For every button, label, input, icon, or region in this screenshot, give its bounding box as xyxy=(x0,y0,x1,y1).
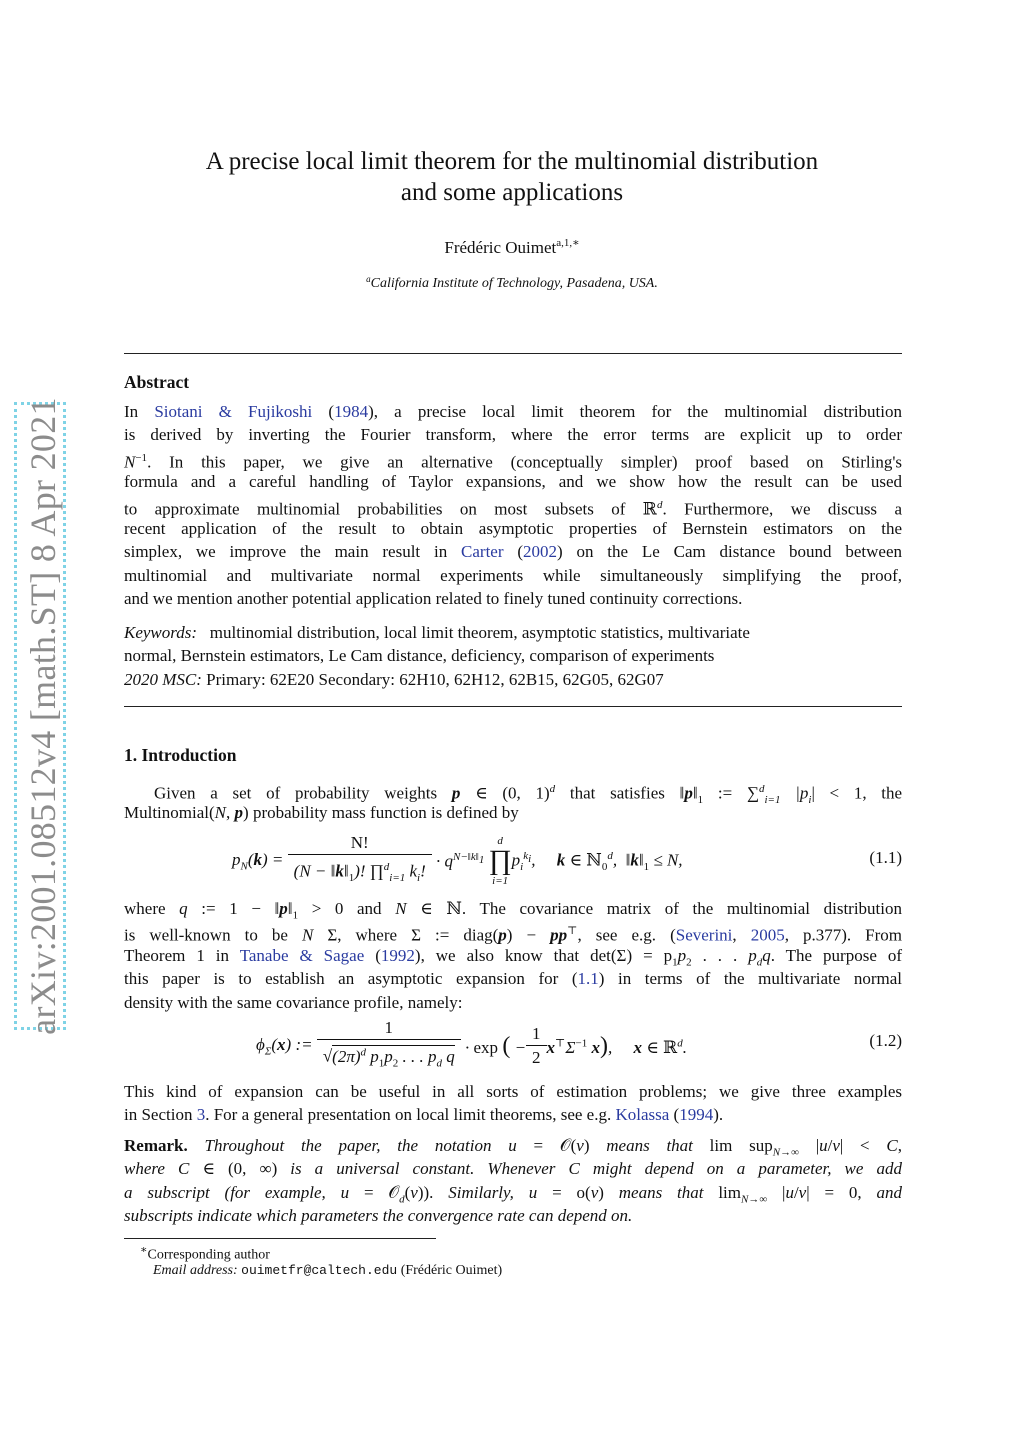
author xyxy=(100,236,924,258)
abstract-line-2: is derived by inverting the Fourier transform, where the error terms are explicit up to order xyxy=(124,425,902,445)
remark-line-3: a subscript (for example, u = 𝒪$_d$(v)). Similarly, u = o(v) means that $\lim_{N\to\infty} |u/v| = 0$, and xyxy=(124,1182,902,1206)
abstract-heading: Abstract xyxy=(124,372,190,392)
remark-line-4: subscripts indicate which parameters the convergence rate can depend on. xyxy=(124,1206,633,1226)
keywords-label: Keywords: xyxy=(124,623,198,642)
abstract-bottom-rule xyxy=(124,706,902,707)
paper-title xyxy=(100,146,924,208)
keywords-line-1: Keywords: multinomial distribution, local limit theorem, asymptotic statistics, multivariate xyxy=(124,623,750,642)
author-marks: a,1,∗ xyxy=(556,237,580,249)
introduction xyxy=(124,745,902,825)
keywords xyxy=(124,621,902,691)
intro-paragraph-3 xyxy=(124,1080,902,1127)
remark-label: Remark. xyxy=(124,1136,188,1155)
affiliation-text: California Institute of Technology, Pasadena, USA. xyxy=(370,276,658,291)
equation-number-1-2: (1.2) xyxy=(869,1031,902,1050)
msc-label: 2020 MSC: xyxy=(124,669,202,689)
intro-line-1: Given a set of probability weights p ∈ (0, 1)$^d$ that satisfies $‖p‖_1$ := ∑$^d_{i=1}$ $|p_i| < 1$, the xyxy=(154,783,903,807)
cite-carter-year[interactable]: 2002 xyxy=(523,542,557,562)
equation-1-1: $p_N(k)$ = $\frac{N!}{(N - ‖k‖_1)! \prod^d_{i=1} k_i!}$ · $q^{N-‖k‖_1}$ d ∏ $i=1p_i^{k_i}$, k ∈ ℕ$_0^d$, $‖k‖_1 \le N$, (1.1) xyxy=(232,833,902,888)
abstract-line-1: In Siotani & Fujikoshi (1984), a precise local limit theorem for the multinomial distribution xyxy=(124,402,902,421)
keywords-line-2: normal, Bernstein estimators, Le Cam distance, deficiency, comparison of experiments xyxy=(124,646,715,666)
affiliation xyxy=(100,274,924,292)
intro-p3-line-1: This kind of expansion can be useful in all sorts of estimation problems; we give three examples xyxy=(124,1082,902,1101)
cite-kolassa-year[interactable]: 1994 xyxy=(679,1105,714,1125)
cite-tanabe-year[interactable]: 1992 xyxy=(380,945,415,965)
abstract-line-3: $N^{-1}$. In this paper, we give an alternative (conceptually simpler) proof based on Stirling's xyxy=(124,451,902,472)
equation-ref-1-1[interactable]: 1.1 xyxy=(577,969,599,989)
footnote-email: Email address: ouimetfr@caltech.edu (Frédéric Ouimet) xyxy=(153,1263,503,1278)
intro-p2-line-2: is well-known to be N Σ, where Σ := diag(p) − pp⊤, see e.g. (Severini, 2005, p.377). From xyxy=(124,925,903,946)
section-ref-3[interactable]: 3 xyxy=(196,1105,206,1125)
cite-tanabe[interactable]: Tanabe & Sagae xyxy=(239,945,365,965)
cite-kolassa[interactable]: Kolassa xyxy=(615,1105,670,1125)
abstract xyxy=(124,372,902,611)
footnote-corresponding: ∗Corresponding author xyxy=(140,1244,270,1263)
cite-siotani[interactable]: Siotani & Fujikoshi xyxy=(154,402,313,421)
remark xyxy=(124,1134,902,1228)
abstract-line-5: to approximate multinomial probabilities on most subsets of ℝ$^d$. Furthermore, we discuss a xyxy=(124,498,902,519)
title-line-1: A precise local limit theorem for the multinomial distribution xyxy=(205,148,819,175)
email-link[interactable]: ouimetfr@caltech.edu xyxy=(241,1263,398,1278)
cite-siotani-year[interactable]: 1984 xyxy=(334,402,369,421)
abstract-top-rule xyxy=(124,353,902,354)
intro-p2-line-4: this paper is to establish an asymptotic expansion for (1.1) in terms of the multivariate normal xyxy=(124,969,902,989)
intro-paragraph-2 xyxy=(124,897,902,1014)
arxiv-stamp-text: arXiv:2001.08512v4 [math.ST] 8 Apr 2021 xyxy=(23,397,63,1035)
intro-p3-line-2: in Section 3. For a general presentation on local limit theorems, see e.g. Kolassa (1994). xyxy=(124,1105,724,1125)
remark-line-1: Remark. Throughout the paper, the notation u = 𝒪(v) means that lim sup$_{N\to\infty}$ |u/v| < C, xyxy=(124,1136,902,1159)
equation-1-2: $\phi_\Sigma(x)$ := $\frac{1}{√(2\pi)^d p_1p_2 . . . p_d q}$ · exp ( − $\frac{1}{2}$ $x^⊤\Sigma^{-1}$ x), x ∈ ℝ$^d$. (1.2) xyxy=(256,1018,902,1070)
affiliation-mark: a xyxy=(366,274,371,284)
intro-p2-line-5: density with the same covariance profile, namely: xyxy=(124,992,463,1012)
msc-line: 2020 MSC: Primary: 62E20 Secondary: 62H10, 62H12, 62B15, 62G05, 62G07 xyxy=(124,669,664,689)
intro-p2-line-1: where q := $1 - ‖p‖_1 > 0$ and N ∈ ℕ. The covariance matrix of the multinomial distribution xyxy=(124,899,902,922)
abstract-line-4: formula and a careful handling of Taylor expansions, and we show how the result can be used xyxy=(124,472,902,492)
cite-severini-year[interactable]: 2005 xyxy=(750,926,785,946)
intro-line-2: Multinomial(N, p) probability mass function is defined by xyxy=(124,803,519,823)
abstract-line-7: simplex, we improve the main result in Carter (2002) on the Le Cam distance bound between xyxy=(124,542,903,562)
abstract-line-6: recent application of the result to obtain asymptotic properties of Bernstein estimators on the xyxy=(124,518,902,538)
equation-number-1-1: (1.1) xyxy=(869,848,902,867)
intro-p2-line-3: Theorem 1 in Tanabe & Sagae (1992), we also know that $\det(\Sigma) = p_1p_2$ . . . $p_dq$. The purpose of xyxy=(124,945,902,969)
section-heading-introduction: 1. Introduction xyxy=(124,745,237,765)
remark-line-2: where C ∈ (0, ∞) is a universal constant. Whenever C might depend on a parameter, we add xyxy=(124,1159,902,1179)
title-line-2: and some applications xyxy=(400,179,624,206)
cite-severini[interactable]: Severini xyxy=(675,926,733,946)
abstract-line-8: multinomial and multivariate normal experiments while simultaneously simplifying the proof, xyxy=(124,565,902,585)
author-name: Frédéric Ouimet xyxy=(444,238,557,257)
abstract-line-9: and we mention another potential application related to finely tuned continuity corrections. xyxy=(124,589,743,609)
cite-carter[interactable]: Carter xyxy=(461,542,504,562)
footnote-rule xyxy=(124,1238,436,1239)
